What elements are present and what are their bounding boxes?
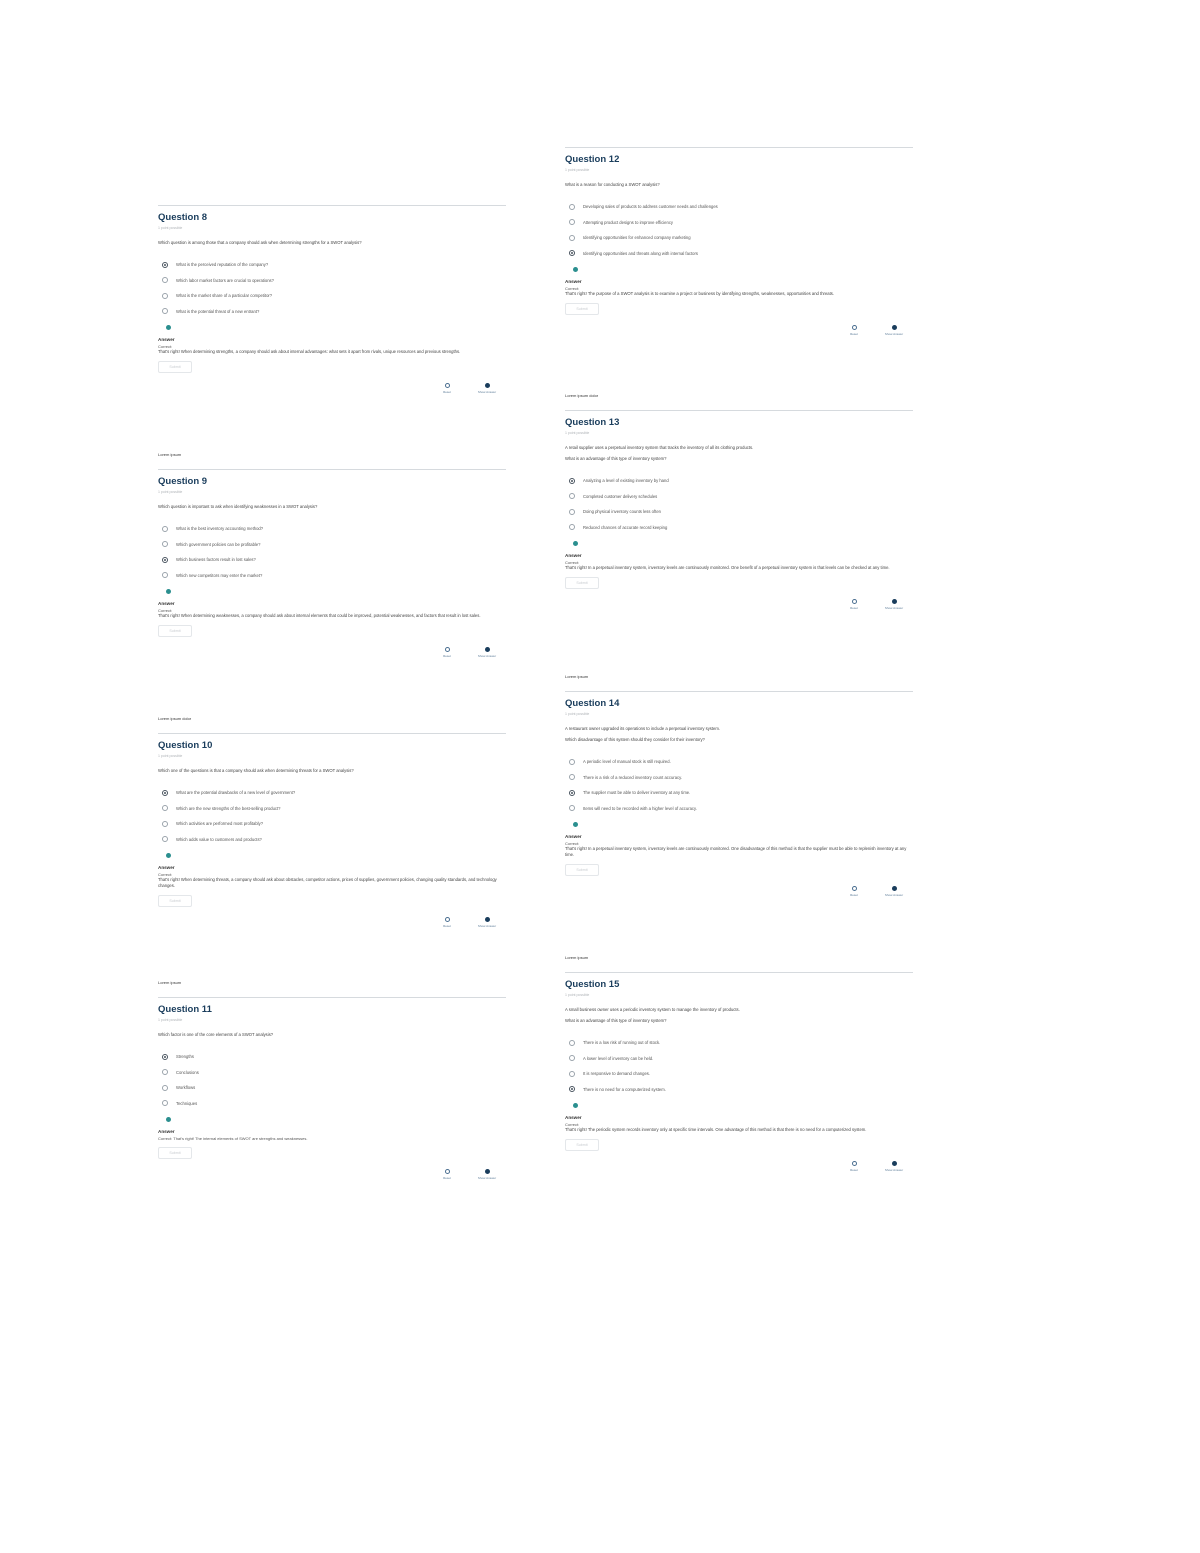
radio-selected-icon[interactable]	[569, 790, 575, 796]
option-label: Doing physical inventory counts less often	[583, 509, 661, 515]
option[interactable]	[565, 246, 913, 262]
question-subprompt: What is an advantage of this type of inventory system?	[565, 456, 667, 461]
question-footer	[158, 647, 506, 665]
radio-selected-icon[interactable]	[162, 262, 168, 268]
submit-button[interactable]: Submit	[565, 864, 599, 876]
points-label: 1 point possible	[158, 1018, 183, 1022]
show-answer-button[interactable]	[470, 647, 504, 658]
radio-selected-icon[interactable]	[162, 790, 168, 796]
section-label: Lorem ipsum	[158, 980, 182, 985]
show-answer-icon	[892, 886, 897, 891]
option[interactable]	[158, 568, 506, 584]
reset-label: Reset	[850, 893, 858, 897]
option-label: A periodic level of manual stock is still required.	[583, 759, 671, 765]
answer-heading: Answer	[565, 1115, 582, 1120]
points-label: 1 point possible	[158, 490, 183, 494]
answer-explanation: That's right! The periodic system records inventory only at specific time intervals. One advantage of this method is that there is no need for a computerized system.	[565, 1127, 867, 1132]
option[interactable]	[565, 473, 913, 489]
answer-explanation: That's right! When determining weaknesses, a company should ask about internal elements that could be improved, potential weaknesses, and factors that result in lost sales.	[158, 613, 481, 618]
points-label: 1 point possible	[565, 993, 590, 997]
option[interactable]	[158, 304, 506, 320]
option-label: There is no need for a computerized system.	[583, 1086, 666, 1092]
question-prompt: A restaurant owner upgraded its operations to include a perpetual inventory system.	[565, 726, 721, 731]
radio-icon[interactable]	[162, 277, 168, 283]
show-answer-button[interactable]	[877, 886, 911, 897]
reset-label: Reset	[443, 1176, 451, 1180]
submit-button[interactable]: Submit	[158, 895, 192, 907]
divider	[158, 733, 506, 734]
show-answer-label: Show Answer	[477, 654, 497, 658]
question-prompt: What is a reason for conducting a SWOT analysis?	[565, 182, 660, 187]
reset-icon	[852, 886, 857, 891]
option[interactable]	[158, 1080, 506, 1096]
reset-button[interactable]	[430, 1169, 464, 1180]
option-label: Reduced chances of accurate record keeping	[583, 524, 668, 530]
question-card	[565, 393, 913, 617]
radio-icon[interactable]	[162, 821, 168, 827]
question-footer	[158, 917, 506, 935]
reset-label: Reset	[850, 332, 858, 336]
answer-status: Correct:	[158, 608, 173, 613]
show-answer-icon	[485, 917, 490, 922]
option-label: Analyzing a level of existing inventory by hand	[583, 478, 669, 484]
answer-heading: Answer	[158, 865, 175, 870]
option-label: What is the market share of a particular competitor?	[176, 293, 273, 299]
option[interactable]	[158, 537, 506, 553]
show-answer-button[interactable]	[470, 383, 504, 394]
question-title: Question 9	[158, 476, 208, 487]
points-label: 1 point possible	[158, 754, 183, 758]
show-answer-label: Show Answer	[477, 1176, 497, 1180]
option-label: What are the potential drawbacks of a new level of government?	[176, 790, 296, 796]
show-answer-button[interactable]	[877, 599, 911, 610]
show-answer-button[interactable]	[877, 325, 911, 336]
correct-check-icon	[166, 853, 171, 858]
answer-status: Correct:	[565, 286, 580, 291]
question-card	[158, 716, 506, 935]
correct-check-icon	[573, 267, 578, 272]
options-list	[565, 754, 913, 816]
question-title: Question 13	[565, 417, 620, 428]
option[interactable]	[565, 489, 913, 505]
points-label: 1 point possible	[158, 226, 183, 230]
option[interactable]	[565, 785, 913, 801]
question-footer	[565, 886, 913, 904]
reset-icon	[445, 917, 450, 922]
options-list	[158, 257, 506, 319]
question-prompt: A small business owner uses a periodic inventory system to manage the inventory of products.	[565, 1007, 740, 1012]
radio-icon[interactable]	[569, 219, 575, 225]
answer-heading: Answer	[158, 337, 175, 342]
show-answer-label: Show Answer	[884, 606, 904, 610]
options-list	[158, 1049, 506, 1111]
reset-icon	[445, 383, 450, 388]
divider	[565, 410, 913, 411]
option-label: Conclusions	[176, 1069, 199, 1075]
question-subprompt: Which disadvantage of this system should they consider for their inventory?	[565, 737, 705, 742]
submit-button[interactable]: Submit	[565, 303, 599, 315]
option-label: Which new competitors may enter the market?	[176, 572, 263, 578]
option-label: Which labor market factors are crucial to operations?	[176, 277, 274, 283]
answer-status: Correct:	[158, 872, 173, 877]
option[interactable]	[158, 1096, 506, 1112]
question-title: Question 14	[565, 698, 620, 709]
points-label: 1 point possible	[565, 431, 590, 435]
show-answer-icon	[892, 325, 897, 330]
options-list	[565, 1035, 913, 1097]
option-label: Identifying opportunities and threats along with internal factors	[583, 250, 698, 256]
answer-explanation: That's right! When determining strengths, a company should ask about internal advantages: what sets it apart from rivals, unique resources and previous strengths.	[158, 349, 461, 354]
question-card	[158, 205, 506, 401]
question-prompt: A retail supplier uses a perpetual inventory system that tracks the inventory of all its clothing products.	[565, 445, 754, 450]
show-answer-icon	[485, 647, 490, 652]
option[interactable]	[565, 1066, 913, 1082]
question-subprompt: What is an advantage of this type of inventory system?	[565, 1018, 667, 1023]
question-title: Question 15	[565, 979, 620, 990]
correct-check-icon	[573, 822, 578, 827]
correct-check-icon	[573, 541, 578, 546]
correct-check-icon	[166, 325, 171, 330]
answer-explanation: That's right! When determining threats, a company should ask about obstacles, competitor actions, prices of supplies, government policies, changing quality standards, and technology changes.	[158, 877, 497, 888]
show-answer-icon	[485, 1169, 490, 1174]
divider	[158, 205, 506, 206]
option[interactable]	[158, 1065, 506, 1081]
radio-icon[interactable]	[162, 836, 168, 842]
section-label: Lorem ipsum	[565, 955, 589, 960]
option-label: Developing sales of products to address customer needs and challenges	[583, 204, 718, 210]
radio-icon[interactable]	[162, 805, 168, 811]
correct-check-icon	[573, 1103, 578, 1108]
option-label: Techniques	[176, 1100, 198, 1106]
answer-heading: Answer	[158, 1129, 175, 1134]
show-answer-icon	[892, 1161, 897, 1166]
option-label: Attempting product designs to improve efficiency	[583, 219, 674, 225]
option-label: Identifying opportunities for enhanced company marketing	[583, 235, 691, 241]
option[interactable]	[158, 832, 506, 848]
radio-icon[interactable]	[569, 235, 575, 241]
reset-label: Reset	[850, 606, 858, 610]
answer-status: Correct:	[565, 841, 580, 846]
submit-button[interactable]: Submit	[158, 625, 192, 637]
answer-explanation: That's right! In a perpetual inventory system, inventory levels are continuously monitored. One benefit of a perpetual inventory system is that levels can be checked at any time.	[565, 565, 890, 570]
radio-icon[interactable]	[162, 293, 168, 299]
radio-icon[interactable]	[569, 1040, 575, 1046]
option[interactable]	[158, 521, 506, 537]
reset-button[interactable]	[837, 325, 871, 336]
correct-check-icon	[166, 1117, 171, 1122]
reset-icon	[852, 1161, 857, 1166]
show-answer-label: Show Answer	[884, 332, 904, 336]
option[interactable]	[158, 273, 506, 289]
show-answer-button[interactable]	[877, 1161, 911, 1172]
option-label: The supplier must be able to deliver inventory at any time.	[583, 790, 691, 796]
question-footer	[565, 599, 913, 617]
question-card	[565, 955, 913, 1179]
option[interactable]	[565, 754, 913, 770]
question-title: Question 12	[565, 154, 620, 165]
question-card	[565, 147, 913, 343]
question-prompt: Which question is important to ask when identifying weaknesses in a SWOT analysis?	[158, 504, 318, 509]
answer-explanation: That's right! In a perpetual inventory system, inventory levels are continuously monitored. One disadvantage of this method is that the supplier must be able to replenish inventory at any time.	[565, 846, 907, 857]
option[interactable]	[565, 1051, 913, 1067]
radio-icon[interactable]	[162, 308, 168, 314]
option[interactable]	[565, 199, 913, 215]
correct-check-icon	[166, 589, 171, 594]
options-list	[565, 473, 913, 535]
answer-status: Correct:	[158, 344, 173, 349]
submit-button[interactable]: Submit	[565, 1139, 599, 1151]
section-label: Lorem ipsum	[158, 452, 182, 457]
option-label: It is responsive to demand changes.	[583, 1071, 651, 1077]
option-label: Which adds value to customers and products?	[176, 836, 262, 842]
submit-button[interactable]: Submit	[158, 361, 192, 373]
show-answer-label: Show Answer	[884, 1168, 904, 1172]
reset-icon	[852, 325, 857, 330]
option-label: There is a low risk of running out of stock.	[583, 1040, 661, 1046]
question-title: Question 10	[158, 740, 213, 751]
question-card	[158, 980, 506, 1187]
points-label: 1 point possible	[565, 168, 590, 172]
answer-explanation: That's right! The purpose of a SWOT analysis is to examine a project or business by identifying strengths, weaknesses, opportunities and threats.	[565, 291, 835, 296]
radio-icon[interactable]	[569, 759, 575, 765]
option-label: Which government policies can be profitable?	[176, 541, 261, 547]
option[interactable]	[565, 801, 913, 817]
radio-icon[interactable]	[162, 526, 168, 532]
divider	[565, 147, 913, 148]
radio-icon[interactable]	[162, 1100, 168, 1106]
section-label: Lorem ipsum	[565, 674, 589, 679]
radio-icon[interactable]	[162, 1069, 168, 1075]
option[interactable]	[565, 230, 913, 246]
section-label: Lorem ipsum dolor	[158, 716, 192, 721]
reset-button[interactable]	[837, 1161, 871, 1172]
reset-label: Reset	[443, 654, 451, 658]
option-label: A lower level of inventory can be held.	[583, 1055, 654, 1061]
reset-button[interactable]	[430, 383, 464, 394]
show-answer-button[interactable]	[470, 917, 504, 928]
divider	[565, 972, 913, 973]
option-label: Strengths	[176, 1054, 194, 1060]
question-prompt: Which one of the questions is that a company should ask when determining threats for a SWOT analysis?	[158, 768, 354, 773]
option-label: Which business factors result in lost sales?	[176, 557, 256, 563]
answer-heading: Answer	[565, 834, 582, 839]
answer-status: Correct:	[565, 1122, 580, 1127]
answer-heading: Answer	[158, 601, 175, 606]
reset-button[interactable]	[837, 599, 871, 610]
answer-heading: Answer	[565, 279, 582, 284]
radio-icon[interactable]	[569, 1055, 575, 1061]
reset-label: Reset	[850, 1168, 858, 1172]
option-label: Which are the new strengths of the best-selling product?	[176, 805, 281, 811]
show-answer-label: Show Answer	[477, 924, 497, 928]
question-title: Question 11	[158, 1004, 212, 1015]
option[interactable]	[158, 257, 506, 273]
radio-selected-icon[interactable]	[569, 1086, 575, 1092]
question-card	[158, 452, 506, 665]
options-list	[158, 785, 506, 847]
option[interactable]	[158, 801, 506, 817]
options-list	[158, 521, 506, 583]
radio-icon[interactable]	[569, 493, 575, 499]
submit-button[interactable]: Submit	[158, 1147, 192, 1159]
show-answer-button[interactable]	[470, 1169, 504, 1180]
option[interactable]	[565, 1082, 913, 1098]
answer-status: Correct:	[565, 560, 580, 565]
radio-selected-icon[interactable]	[569, 250, 575, 256]
option-label: Completed customer delivery schedules	[583, 493, 658, 499]
question-footer	[565, 325, 913, 343]
question-footer	[565, 1161, 913, 1179]
options-list	[565, 199, 913, 261]
reset-label: Reset	[443, 390, 451, 394]
option[interactable]	[565, 504, 913, 520]
reset-button[interactable]	[837, 886, 871, 897]
option[interactable]	[565, 520, 913, 536]
option[interactable]	[158, 288, 506, 304]
option-label: Workflows	[176, 1085, 196, 1091]
radio-icon[interactable]	[569, 805, 575, 811]
reset-icon	[445, 1169, 450, 1174]
reset-button[interactable]	[430, 917, 464, 928]
radio-icon[interactable]	[162, 572, 168, 578]
option[interactable]	[158, 1049, 506, 1065]
divider	[158, 469, 506, 470]
radio-icon[interactable]	[162, 541, 168, 547]
radio-selected-icon[interactable]	[162, 557, 168, 563]
option-label: Which activities are performed most profitably?	[176, 821, 264, 827]
radio-icon[interactable]	[569, 524, 575, 530]
radio-selected-icon[interactable]	[569, 478, 575, 484]
reset-label: Reset	[443, 924, 451, 928]
question-prompt: Which question is among those that a company should ask when determining strengths for a SWOT analysis?	[158, 240, 362, 245]
answer-heading: Answer	[565, 553, 582, 558]
option[interactable]	[158, 816, 506, 832]
radio-icon[interactable]	[569, 509, 575, 515]
divider	[158, 997, 506, 998]
option[interactable]	[565, 215, 913, 231]
answer-status: Correct: That's right! The internal elements of SWOT are strengths and weaknesses.	[158, 1136, 308, 1141]
option-label: There is a risk of a reduced inventory count accuracy.	[583, 774, 683, 780]
option-label: What is the perceived reputation of the company?	[176, 262, 269, 268]
question-footer	[158, 383, 506, 401]
show-answer-label: Show Answer	[884, 893, 904, 897]
option[interactable]	[565, 1035, 913, 1051]
show-answer-icon	[485, 383, 490, 388]
radio-icon[interactable]	[569, 204, 575, 210]
points-label: 1 point possible	[565, 712, 590, 716]
option-label: What is the potential threat of a new entrant?	[176, 308, 260, 314]
radio-icon[interactable]	[569, 774, 575, 780]
option[interactable]	[158, 552, 506, 568]
reset-button[interactable]	[430, 647, 464, 658]
option[interactable]	[565, 770, 913, 786]
question-footer	[158, 1169, 506, 1187]
submit-button[interactable]: Submit	[565, 577, 599, 589]
radio-icon[interactable]	[162, 1085, 168, 1091]
show-answer-icon	[892, 599, 897, 604]
option[interactable]	[158, 785, 506, 801]
reset-icon	[852, 599, 857, 604]
question-card	[565, 674, 913, 904]
question-title: Question 8	[158, 212, 208, 223]
section-label: Lorem ipsum dolor	[565, 393, 599, 398]
option-label: What is the best inventory accounting method?	[176, 526, 264, 532]
divider	[565, 691, 913, 692]
option-label: Items will need to be recorded with a higher level of accuracy.	[583, 805, 697, 811]
radio-selected-icon[interactable]	[162, 1054, 168, 1060]
show-answer-label: Show Answer	[477, 390, 497, 394]
question-prompt: Which factor is one of the core elements of a SWOT analysis?	[158, 1032, 274, 1037]
radio-icon[interactable]	[569, 1071, 575, 1077]
reset-icon	[445, 647, 450, 652]
